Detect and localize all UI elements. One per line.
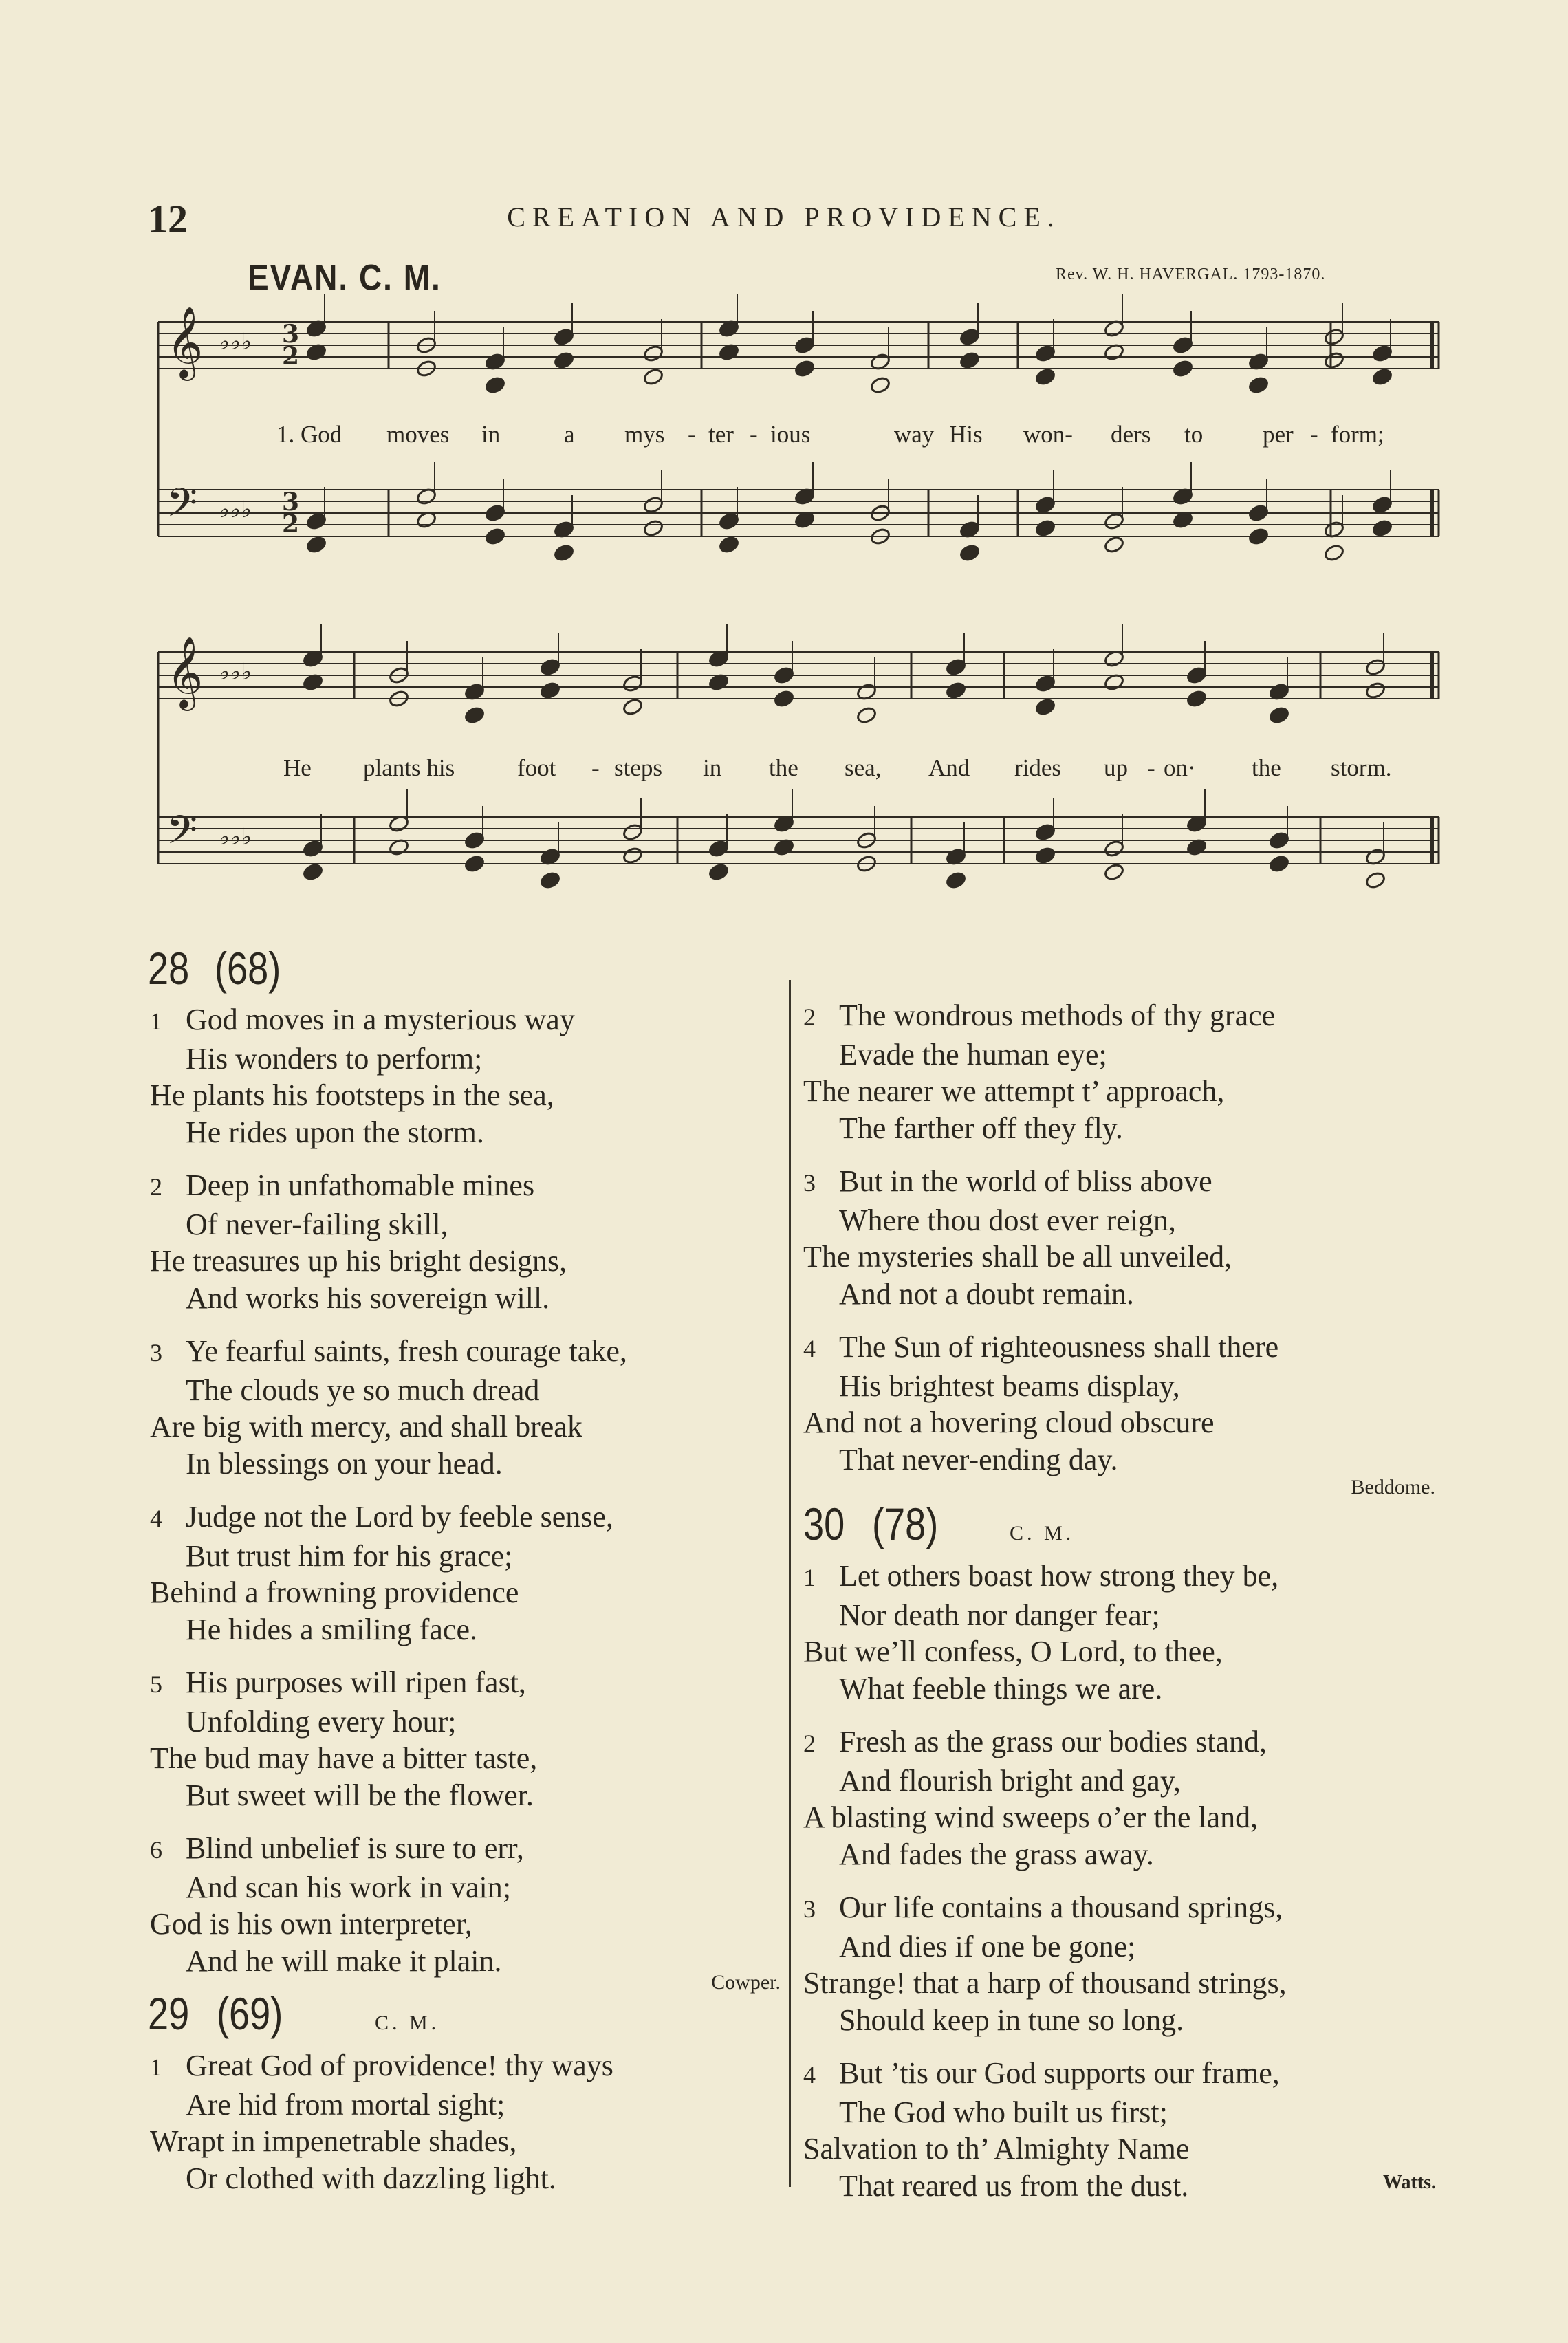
quarter-note (945, 871, 966, 889)
hymn-29-verses-b (803, 997, 1532, 1494)
quarter-note (1172, 359, 1193, 378)
half-note (1323, 327, 1344, 346)
key-signature-flats: ♭♭♭ (219, 823, 252, 851)
verse-number: 3 (803, 1169, 816, 1197)
verse-line (150, 1611, 783, 1648)
verse-line (150, 1077, 783, 1114)
verse-line (803, 1404, 1532, 1441)
quarter-note (1172, 336, 1193, 354)
half-note (1103, 862, 1124, 881)
verse-text: His purposes will ripen fast, (186, 1666, 526, 1699)
lyric-syllable: His (949, 421, 983, 448)
verse-text: The mysteries shall be all unveiled, (803, 1240, 1232, 1274)
verse-line (803, 1276, 1532, 1313)
verse-text: The God who built us first; (839, 2095, 1168, 2129)
half-note (1103, 512, 1124, 530)
verse-line (803, 1965, 1532, 2002)
lyric-syllable: - (591, 754, 600, 781)
verse-text: And not a hovering cloud obscure (803, 1406, 1215, 1439)
verse-line (803, 1110, 1532, 1147)
lyric-syllable: the (1252, 754, 1281, 781)
lyric-syllable: steps (614, 754, 662, 781)
half-note (622, 846, 643, 864)
hymn-28-verses (150, 1001, 783, 1996)
quarter-note (484, 375, 505, 394)
verse-line (150, 2123, 790, 2160)
verse-number: 3 (803, 1895, 816, 1923)
hymn-number: 30 (803, 1499, 845, 1549)
half-note (642, 367, 664, 386)
lyric-syllable: mys (624, 421, 665, 448)
quarter-note (1186, 689, 1207, 708)
verse-text: Are hid from mortal sight; (186, 2087, 505, 2122)
quarter-note (484, 503, 505, 522)
quarter-note (553, 543, 574, 562)
verse-line (150, 1333, 783, 1372)
lyric-syllable: up (1104, 754, 1128, 781)
key-signature-flats: ♭♭♭ (219, 658, 252, 686)
verse-number: 2 (803, 1003, 816, 1031)
verse-line (150, 1001, 783, 1040)
quarter-note (1034, 495, 1056, 514)
verse-text: Blind unbelief is sure to err, (186, 1831, 524, 1865)
half-note (1103, 535, 1124, 554)
lyric-syllable: in (481, 421, 501, 448)
treble-clef: 𝄞 (166, 306, 204, 378)
verse-text: The bud may have a bitter taste, (150, 1741, 538, 1775)
verse-text: Deep in unfathomable mines (186, 1168, 535, 1202)
quarter-note (1034, 519, 1056, 537)
hymn-alt-number: (69) (217, 1988, 283, 2039)
half-note (622, 822, 643, 841)
verse-line (803, 2131, 1532, 2168)
verse (150, 1167, 783, 1316)
verse-number: 6 (150, 1836, 162, 1864)
verse-text: A blasting wind sweeps o’er the land, (803, 1800, 1259, 1834)
verse-line (150, 1906, 783, 1943)
verse-text: Strange! that a harp of thousand strings, (803, 1966, 1287, 2000)
lyric-line-1 (0, 421, 1568, 455)
lyric-syllable: the (769, 754, 798, 781)
lyric-syllable: way (894, 421, 935, 448)
key-signature-flats: ♭♭♭ (219, 328, 252, 356)
verse-line (803, 1368, 1532, 1405)
verse-text: The wondrous methods of thy grace (839, 999, 1276, 1032)
verse-line (803, 1836, 1532, 1873)
quarter-note (302, 862, 323, 881)
lyric-syllable: storm. (1331, 754, 1392, 781)
lyric-syllable: 1. God (276, 421, 342, 448)
quarter-note (1034, 367, 1056, 386)
hymn-alt-number: (68) (215, 943, 281, 994)
verse-text: But we’ll confess, O Lord, to thee, (803, 1635, 1223, 1668)
verse (150, 1001, 783, 1151)
verse-line (150, 1830, 783, 1869)
lyric-syllable: a (564, 421, 575, 448)
half-note (856, 706, 877, 724)
quarter-note (1268, 706, 1289, 724)
quarter-note (539, 681, 560, 699)
verse-text: God is his own interpreter, (150, 1907, 472, 1941)
lyric-syllable: And (928, 754, 970, 781)
verse-line (803, 1633, 1532, 1670)
lyric-syllable: sea, (845, 754, 882, 781)
quarter-note (1034, 674, 1056, 693)
verse-line (803, 1202, 1532, 1239)
quarter-note (1371, 344, 1393, 362)
verse-text: Fresh as the grass our bodies stand, (839, 1725, 1267, 1758)
verse (150, 1499, 783, 1648)
verse-text: And he will make it plain. (186, 1943, 502, 1978)
quarter-note (1268, 831, 1289, 849)
lyric-syllable: - (688, 421, 696, 448)
half-note (1364, 657, 1386, 676)
time-signature-top: 3 (282, 488, 300, 516)
verse-text: And works his sovereign will. (186, 1281, 550, 1315)
half-note (622, 697, 643, 716)
verse-line (150, 1408, 783, 1446)
verse-line (150, 1243, 783, 1280)
verse-text: The Sun of righteousness shall there (839, 1330, 1279, 1364)
key-signature-flats: ♭♭♭ (219, 496, 252, 523)
quarter-note (1371, 495, 1393, 514)
verse-line (150, 1114, 783, 1151)
hymn-30-verses (803, 1558, 1532, 2221)
page-number: 12 (148, 197, 188, 241)
hymn-28-attribution: Cowper. (711, 1971, 781, 1994)
quarter-note (945, 681, 966, 699)
hymn-29-attribution: Beddome. (1351, 1476, 1435, 1499)
verse-line (803, 1928, 1532, 1965)
verse-number: 2 (150, 1173, 162, 1201)
verse-line (150, 1740, 783, 1777)
lyric-syllable: per (1263, 421, 1294, 448)
lyric-syllable: moves (386, 421, 450, 448)
verse (803, 997, 1532, 1146)
verse-line (150, 2047, 790, 2086)
verse-text: Wrapt in impenetrable shades, (150, 2124, 517, 2158)
quarter-note (959, 543, 980, 562)
quarter-note (553, 327, 574, 346)
verse-line (803, 2094, 1532, 2131)
hymn-29 (148, 1987, 787, 2040)
quarter-note (773, 666, 794, 684)
verse (150, 2047, 790, 2197)
verse-line (150, 1777, 783, 1814)
hymn-number: 28 (148, 943, 190, 994)
verse-line (150, 1664, 783, 1703)
quarter-note (708, 839, 729, 858)
verse (803, 1329, 1532, 1478)
verse-number: 3 (150, 1339, 162, 1366)
half-note (622, 674, 643, 693)
tune-composer: Rev. W. H. HAVERGAL. 1793-1870. (1056, 265, 1326, 283)
hymn-meter: C. M. (375, 2012, 440, 2034)
quarter-note (1034, 344, 1056, 362)
verse-text: Should keep in tune so long. (839, 2003, 1184, 2037)
quarter-note (718, 535, 739, 554)
hymn-30 (803, 1498, 1532, 1550)
verse-line (803, 1036, 1532, 1074)
verse-number: 4 (803, 1335, 816, 1362)
lyric-syllable: ter (708, 421, 734, 448)
verse-line (150, 1869, 783, 1906)
verse-number: 4 (150, 1505, 162, 1532)
verse-text: He treasures up his bright designs, (150, 1244, 567, 1278)
running-head: CREATION AND PROVIDENCE. (507, 201, 1061, 232)
verse-text: He hides a smiling face. (186, 1612, 477, 1646)
lyric-syllable: - (1310, 421, 1318, 448)
quarter-note (305, 512, 327, 530)
verse-line (803, 1670, 1532, 1708)
verse-text: Behind a frowning providence (150, 1576, 519, 1609)
verse-text: But trust him for his grace; (186, 1538, 513, 1573)
quarter-note (1268, 854, 1289, 873)
lyric-syllable: in (703, 754, 722, 781)
hymn-28 (148, 942, 781, 994)
verse-text: But sweet will be the flower. (186, 1778, 534, 1812)
verse-line (803, 1889, 1532, 1928)
verse-text: What feeble things we are. (839, 1671, 1163, 1706)
lyric-syllable: to (1184, 421, 1204, 448)
verse-line (150, 2160, 790, 2197)
verse-text: Our life contains a thousand springs, (839, 1890, 1283, 1924)
verse (803, 1163, 1532, 1312)
lyric-syllable: He (283, 754, 312, 781)
lyric-syllable: ious (770, 421, 811, 448)
lyric-syllable: won- (1023, 421, 1073, 448)
verse-number: 1 (803, 1564, 816, 1591)
verse-text: His wonders to perform; (186, 1041, 483, 1076)
verse-number: 2 (803, 1730, 816, 1757)
verse-line (150, 1280, 783, 1317)
verse-text: But in the world of bliss above (839, 1164, 1212, 1198)
lyric-syllable: form; (1331, 421, 1384, 448)
quarter-note (1248, 527, 1269, 545)
verse-line (803, 1763, 1532, 1800)
quarter-note (1034, 846, 1056, 864)
verse-text: Nor death nor danger fear; (839, 1598, 1160, 1632)
quarter-note (553, 351, 574, 369)
lyric-line-2 (0, 754, 1568, 789)
half-note (869, 375, 891, 394)
tune-title: EVAN. C. M. (248, 257, 442, 298)
quarter-note (464, 706, 485, 724)
verse-line (150, 1703, 783, 1741)
verse-text: The farther off they fly. (839, 1111, 1123, 1145)
verse-text: Great God of providence! thy ways (186, 2049, 613, 2082)
verse-line (803, 1723, 1532, 1763)
verse-line (150, 1372, 783, 1409)
verse-text: Salvation to th’ Almighty Name (803, 2132, 1190, 2166)
verse-text: The nearer we attempt t’ approach, (803, 1074, 1225, 1108)
half-note (1323, 351, 1344, 369)
lyric-syllable: on· (1164, 754, 1196, 781)
quarter-note (1248, 503, 1269, 522)
column-divider (789, 980, 791, 2187)
verse-line (803, 1441, 1532, 1479)
verse-line (150, 1499, 783, 1538)
verse-number: 1 (150, 1007, 162, 1035)
quarter-note (1248, 375, 1269, 394)
verse-line (803, 997, 1532, 1036)
half-note (642, 344, 664, 362)
quarter-note (1186, 666, 1207, 684)
quarter-note (708, 862, 729, 881)
treble-clef: 𝄞 (166, 636, 204, 708)
quarter-note (305, 535, 327, 554)
quarter-note (464, 831, 485, 849)
verse (803, 1558, 1532, 1707)
bass-clef: 𝄢 (166, 807, 198, 863)
bass-clef: 𝄢 (166, 479, 198, 536)
time-signature-bottom: 2 (282, 342, 300, 371)
quarter-note (539, 871, 560, 889)
verse-text: God moves in a mysterious way (186, 1003, 575, 1036)
verse-text: That never-ending day. (839, 1442, 1118, 1476)
verse-text: In blessings on your head. (186, 1446, 503, 1481)
quarter-note (959, 351, 980, 369)
verse-line (150, 1538, 783, 1575)
verse-number: 1 (150, 2053, 162, 2081)
lyric-syllable: - (750, 421, 758, 448)
verse-number: 4 (803, 2061, 816, 2089)
music-score (0, 0, 1568, 949)
quarter-note (464, 854, 485, 873)
half-note (642, 495, 664, 514)
hymn-30-attribution: Watts. (1383, 2172, 1436, 2193)
verse-line (803, 1239, 1532, 1276)
verse-text: And dies if one be gone; (839, 1929, 1136, 1963)
verse-text: And scan his work in vain; (186, 1870, 511, 1904)
quarter-note (959, 327, 980, 346)
quarter-note (794, 359, 815, 378)
verse-line (803, 1073, 1532, 1110)
verse-line (803, 1558, 1532, 1597)
quarter-note (1034, 822, 1056, 841)
lyric-syllable: ders (1111, 421, 1151, 448)
quarter-note (484, 527, 505, 545)
verse-text: Ye fearful saints, fresh courage take, (186, 1334, 627, 1368)
verse-text: And flourish bright and gay, (839, 1763, 1181, 1798)
verse-text: Where thou dost ever reign, (839, 1203, 1176, 1237)
verse-number: 5 (150, 1670, 162, 1698)
verse-text: Or clothed with dazzling light. (186, 2161, 556, 2195)
lyric-syllable: rides (1014, 754, 1062, 781)
quarter-note (718, 512, 739, 530)
hymn-number: 29 (148, 1988, 190, 2039)
verse-text: But ’tis our God supports our frame, (839, 2056, 1280, 2090)
verse-line (150, 1574, 783, 1611)
verse-line (150, 1206, 783, 1243)
verse (150, 1333, 783, 1482)
quarter-note (1371, 519, 1393, 537)
quarter-note (1034, 697, 1056, 716)
half-note (1364, 681, 1386, 699)
verse-line (803, 1163, 1532, 1202)
lyric-syllable: plants his (363, 754, 455, 781)
half-note (1364, 871, 1386, 889)
verse-line (803, 2055, 1532, 2094)
hymn-meter: C. M. (1010, 1522, 1075, 1545)
quarter-note (302, 839, 323, 858)
time-signature-bottom: 2 (282, 510, 300, 538)
half-note (1103, 839, 1124, 858)
verse-line (803, 1597, 1532, 1634)
verse-line (150, 1167, 783, 1206)
verse-text: His brightest beams display, (839, 1369, 1180, 1403)
verse-text: And fades the grass away. (839, 1837, 1154, 1871)
hymn-alt-number: (78) (872, 1499, 939, 1549)
verse-text: And not a doubt remain. (839, 1276, 1134, 1311)
half-note (1323, 543, 1344, 562)
verse-line (803, 2002, 1532, 2039)
verse-text: That reared us from the dust. (839, 2168, 1189, 2203)
verse-text: Let others boast how strong they be, (839, 1559, 1279, 1593)
verse-text: Are big with mercy, and shall break (150, 1410, 582, 1443)
verse-line (803, 1329, 1532, 1368)
verse (150, 1664, 783, 1813)
lyric-syllable: - (1147, 754, 1155, 781)
verse-text: The clouds ye so much dread (186, 1373, 540, 1407)
verse-text: Of never-failing skill, (186, 1207, 448, 1241)
verse-text: He rides upon the storm. (186, 1115, 484, 1149)
quarter-note (1371, 367, 1393, 386)
verse-text: Evade the human eye; (839, 1037, 1107, 1071)
time-signature-top: 3 (282, 320, 300, 349)
hymn-29-verses-a (150, 2047, 790, 2197)
quarter-note (945, 657, 966, 676)
verse (803, 1723, 1532, 1873)
verse (150, 1830, 783, 1979)
verse-line (803, 1799, 1532, 1836)
quarter-note (539, 657, 560, 676)
verse-line (150, 1446, 783, 1483)
lyric-syllable: foot (517, 754, 556, 781)
verse (803, 1889, 1532, 2038)
verse-text: Judge not the Lord by feeble sense, (186, 1500, 613, 1534)
verse-text: Unfolding every hour; (186, 1704, 457, 1739)
verse-text: He plants his footsteps in the sea, (150, 1078, 554, 1112)
quarter-note (794, 336, 815, 354)
half-note (642, 519, 664, 537)
verse-line (150, 2086, 790, 2124)
quarter-note (773, 689, 794, 708)
verse-line (150, 1040, 783, 1078)
